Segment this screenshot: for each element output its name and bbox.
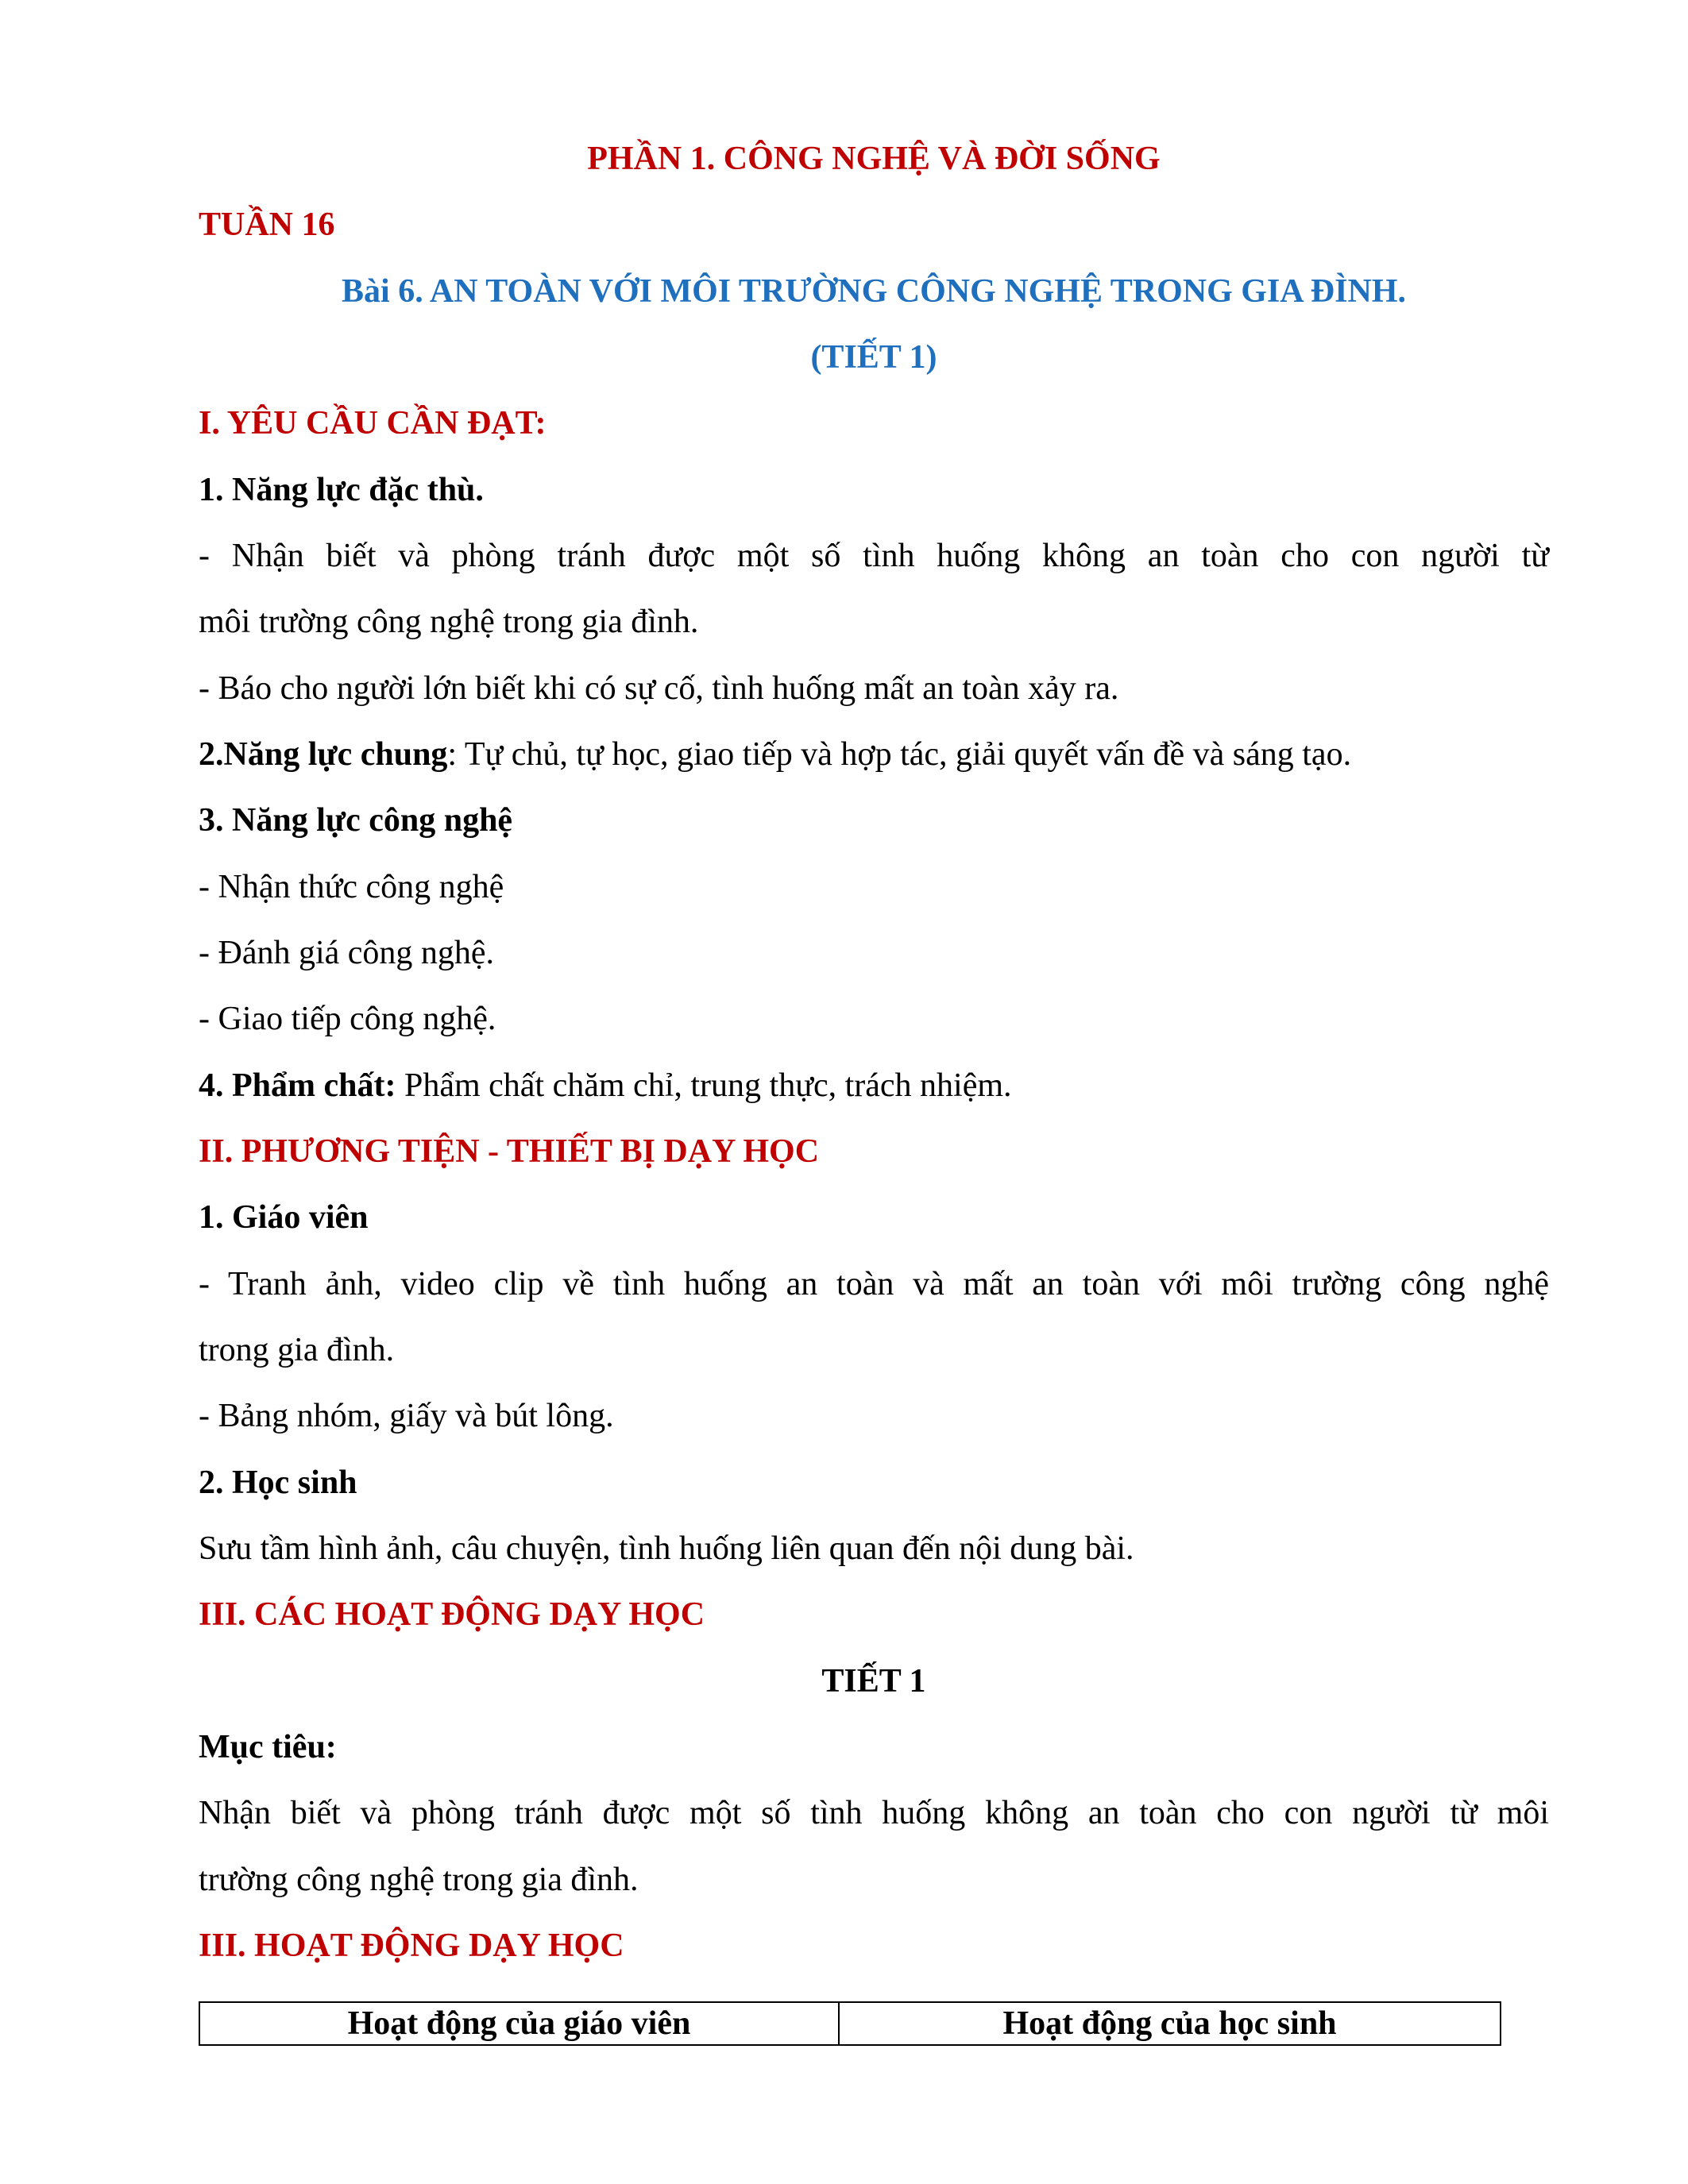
- teacher-line-3: - Bảng nhóm, giấy và bút lông.: [199, 1398, 614, 1434]
- teacher-title: 1. Giáo viên: [199, 1199, 369, 1236]
- goal-title: Mục tiêu:: [199, 1729, 337, 1765]
- sub2-text: : Tự chủ, tự học, giao tiếp và hợp tác, giải quyết vấn đề và sáng tạo.: [447, 736, 1352, 773]
- student-activity-header: Hoạt động của học sinh: [839, 2002, 1501, 2045]
- section-1-title: I. YÊU CẦU CẦN ĐẠT:: [199, 405, 547, 442]
- activities-table: [199, 2001, 1501, 2046]
- lesson-period: (TIẾT 1): [810, 339, 937, 376]
- sub4-text: Phẩm chất chăm chỉ, trung thực, trách nhiệm.: [396, 1067, 1012, 1104]
- sub2-paragraph: [199, 735, 1549, 774]
- sub1-title: 1. Năng lực đặc thù.: [199, 472, 484, 508]
- sub3-item: - Đánh giá công nghệ.: [199, 935, 495, 971]
- lesson-title: Bài 6. AN TOÀN VỚI MÔI TRƯỜNG CÔNG NGHỆ TRONG GIA ĐÌNH.: [342, 273, 1406, 310]
- sub3-item: - Nhận thức công nghệ: [199, 869, 504, 905]
- goal-line-2: trường công nghệ trong gia đình.: [199, 1862, 639, 1898]
- student-title: 2. Học sinh: [199, 1464, 357, 1501]
- period-heading: TIẾT 1: [821, 1663, 926, 1700]
- sub4-label: 4. Phẩm chất:: [199, 1067, 396, 1104]
- sub1-line-1: - Nhận biết và phòng tránh được một số tình huống không an toàn cho con người từ: [199, 538, 1549, 574]
- student-line-1: Sưu tầm hình ảnh, câu chuyện, tình huống liên quan đến nội dung bài.: [199, 1530, 1134, 1567]
- sub3-item: - Giao tiếp công nghệ.: [199, 1001, 496, 1037]
- sub1-line-2: môi trường công nghệ trong gia đình.: [199, 604, 699, 640]
- teacher-line-2: trong gia đình.: [199, 1332, 395, 1368]
- teacher-activity-header: Hoạt động của giáo viên: [199, 2002, 839, 2045]
- teacher-line-1: - Tranh ảnh, video clip về tình huống an toàn và mất an toàn với môi trường công nghệ: [199, 1266, 1549, 1302]
- sub4-paragraph: [199, 1066, 1549, 1106]
- section-4-title: III. HOẠT ĐỘNG DẠY HỌC: [199, 1927, 624, 1964]
- table-header-row: [199, 2002, 1501, 2045]
- section-3-title: III. CÁC HOẠT ĐỘNG DẠY HỌC: [199, 1596, 705, 1633]
- sub3-title: 3. Năng lực công nghệ: [199, 802, 513, 839]
- week-heading: TUẦN 16: [199, 206, 335, 243]
- part-heading: PHẦN 1. CÔNG NGHỆ VÀ ĐỜI SỐNG: [587, 141, 1161, 177]
- goal-line-1: Nhận biết và phòng tránh được một số tình huống không an toàn cho con người từ môi: [199, 1795, 1549, 1831]
- section-2-title: II. PHƯƠNG TIỆN - THIẾT BỊ DẠY HỌC: [199, 1133, 820, 1170]
- sub1-line-3: - Báo cho người lớn biết khi có sự cố, tình huống mất an toàn xảy ra.: [199, 670, 1119, 707]
- sub2-label: 2.Năng lực chung: [199, 736, 448, 773]
